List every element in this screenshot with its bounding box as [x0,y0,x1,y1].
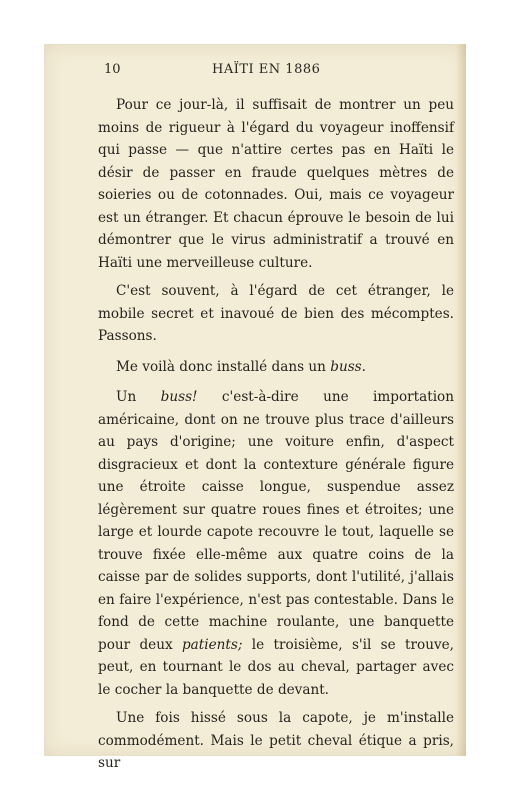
paragraph-4-text-end: le troisième, s'il se trouve, peut, en tournant le dos au cheval, partager avec le cocher la banquette de devant. [98,636,454,698]
paragraph-3-italic: buss [330,358,362,375]
page-number: 10 [104,62,121,77]
paragraph-1 [98,94,454,274]
paragraph-2-text: C'est souvent, à l'égard de cet étranger, le mobile secret et inavoué de bien des mécomptes. Passons. [98,283,454,344]
paragraph-5 [98,707,454,775]
paragraph-3-text-start: Me voilà donc installé dans un [116,358,331,375]
paragraph-3-text-end: . [361,358,366,375]
paragraph-4 [98,386,454,701]
page-edge-shadow [456,44,466,756]
paragraph-4-text-middle: c'est-à-dire une importation américaine, dont on ne trouve plus trace d'ailleurs au pays d'origine; une voiture enfin, d'aspect disgracieux et dont la contexture générale figure une étroite caisse longue, suspendue assez légèrement sur quatre roues fines et étroites; une large et lourde capote recouvre le tout, laquelle se trouve fixée elle-même aux quatre coins de la caisse par de solides supports, dont l'utilité, j'allais en faire l'expérience, n'est pas contestable. Dans le fond de cette machine roulante, une banquette pour deux [98,389,454,653]
paragraph-3 [98,356,454,379]
page-header [104,62,464,82]
paragraph-4-text-start: Un [116,389,161,405]
paragraph-4-italic-buss: buss! [160,389,198,405]
paragraph-4-italic-patients: patients; [181,636,243,653]
running-head: HAÏTI EN 1886 [212,62,321,77]
paragraph-1-text: Pour ce jour-là, il suffisait de montrer un peu moins de rigueur à l'égard du voyageur inoffensif qui passe — que n'attire certes pas en Haïti le désir de passer en fraude quelques mètres de soieries ou de cotonnades. Oui, mais ce voyageur est un étranger. Et chacun éprouve le besoin de lui démontrer que le virus administratif a trouvé en Haïti une merveilleuse culture. [98,97,454,271]
paragraph-2 [98,280,454,348]
body-text [98,94,454,781]
book-page [44,44,466,771]
paragraph-5-text: Une fois hissé sous la capote, je m'installe commodément. Mais le petit cheval étique a pris, sur [98,710,454,771]
